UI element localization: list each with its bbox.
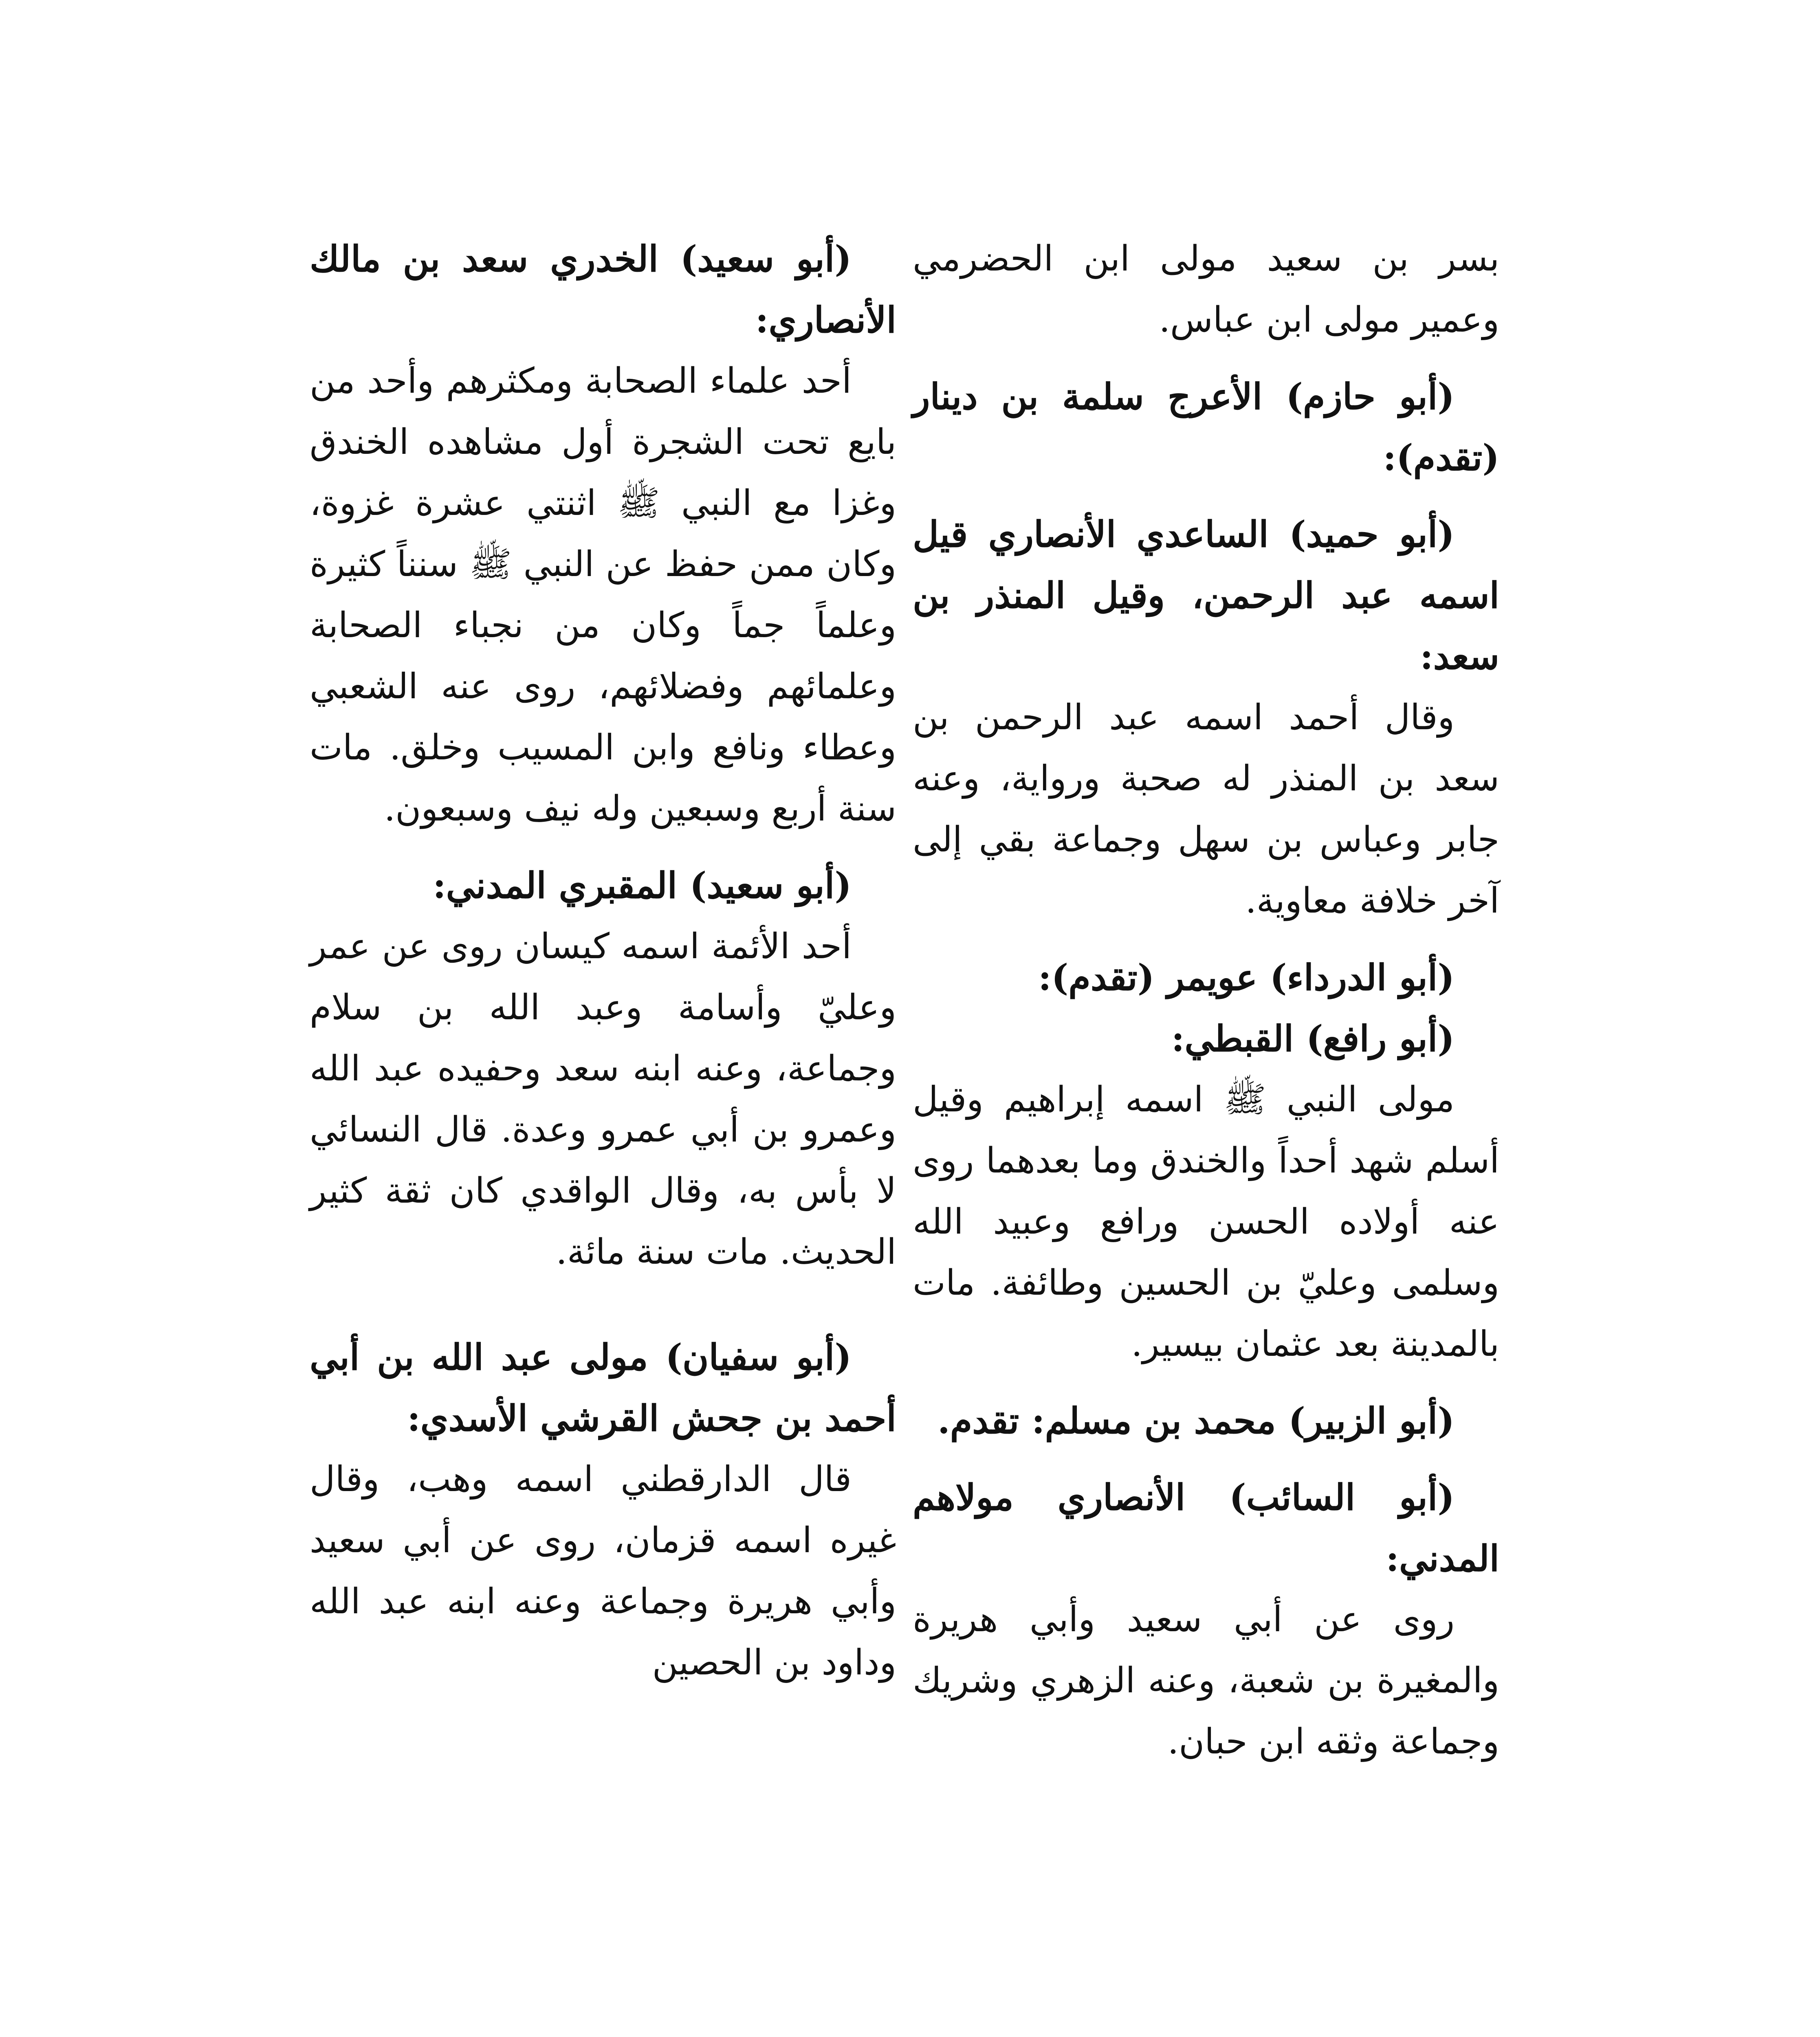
entry-text: أحد علماء الصحابة ومكثرهم وأحد من بايع تحت الشجرة أول مشاهده الخندق وغزا مع النبي ﷺ اثنتي عشرة غزوة، وكان ممن حفظ عن النبي ﷺ سنناً كثيرة وعلماً جماً وكان من نجباء الصحابة وعلمائهم وفضلائهم، روى عنه الشعبي وعطاء ونافع وابن المسيب وخلق. مات سنة أربع وسبعين وله نيف وسبعون. (310, 361, 896, 829)
spacer (310, 1298, 896, 1326)
entry-heading: (أبو سفيان) مولى عبد الله بن أبي أحمد بن جحش القرشي الأسدي: (310, 1336, 896, 1439)
entry (913, 1390, 1499, 1451)
entry (913, 504, 1499, 931)
entry (913, 1008, 1499, 1375)
entry-text: مولى النبي ﷺ اسمه إبراهيم وقيل أسلم شهد أحداً والخندق وما بعدهما روى عنه أولاده الحسن ورافع وعبيد الله وسلمى وعليّ بن الحسين وطائفة. مات بالمدينة بعد عثمان بيسير. (913, 1079, 1499, 1364)
entry-heading: (أبو رافع) القبطي: (1171, 1017, 1455, 1060)
entry-heading: (أبو الدرداء) عويمر (تقدم): (1038, 956, 1455, 999)
entry-heading: (أبو سعيد) الخدري سعد بن مالك الأنصاري: (310, 238, 896, 341)
entry-text: قال الدارقطني اسمه وهب، وقال غيره اسمه قزمان، روى عن أبي سعيد وأبي هريرة وجماعة وعنه ابنه عبد الله وداود بن الحصين (310, 1459, 896, 1683)
entry-heading: (أبو حازم) الأعرج سلمة بن دينار (تقدم): (913, 375, 1499, 479)
entry (913, 228, 1499, 350)
entry (913, 366, 1499, 488)
entry-heading: (أبو الزبير) محمد بن مسلم: تقدم. (938, 1399, 1455, 1442)
entry-text: بسر بن سعيد مولى ابن الحضرمي وعمير مولى ابن عباس. (913, 238, 1499, 340)
entry (913, 1467, 1499, 1772)
entry (310, 855, 896, 1282)
entry-text: أحد الأئمة اسمه كيسان روى عن عمر وعليّ وأسامة وعبد الله بن سلام وجماعة، وعنه ابنه سعد وحفيده عبد الله وعمرو بن أبي عمرو وعدة. قال النسائي لا بأس به، وقال الواقدي كان ثقة كثير الحديث. مات سنة مائة. (310, 926, 896, 1272)
entry-heading: (أبو سعيد) المقبري المدني: (433, 864, 852, 906)
entry-text: روى عن أبي سعيد وأبي هريرة والمغيرة بن شعبة، وعنه الزهري وشريك وجماعة وثقه ابن حبان. (913, 1599, 1499, 1762)
right-column (913, 228, 1499, 1788)
left-column (310, 228, 896, 1709)
entry-heading: (أبو السائب) الأنصاري مولاهم المدني: (913, 1476, 1499, 1579)
entry-text: وقال أحمد اسمه عبد الرحمن بن سعد بن المنذر له صحبة ورواية، وعنه جابر وعباس بن سهل وجماعة بقي إلى آخر خلافة معاوية. (913, 697, 1499, 921)
entry (310, 228, 896, 839)
entry (913, 947, 1499, 1008)
entry-heading: (أبو حميد) الساعدي الأنصاري قيل اسمه عبد الرحمن، وقيل المنذر بن سعد: (913, 513, 1499, 678)
entry (310, 1326, 896, 1693)
